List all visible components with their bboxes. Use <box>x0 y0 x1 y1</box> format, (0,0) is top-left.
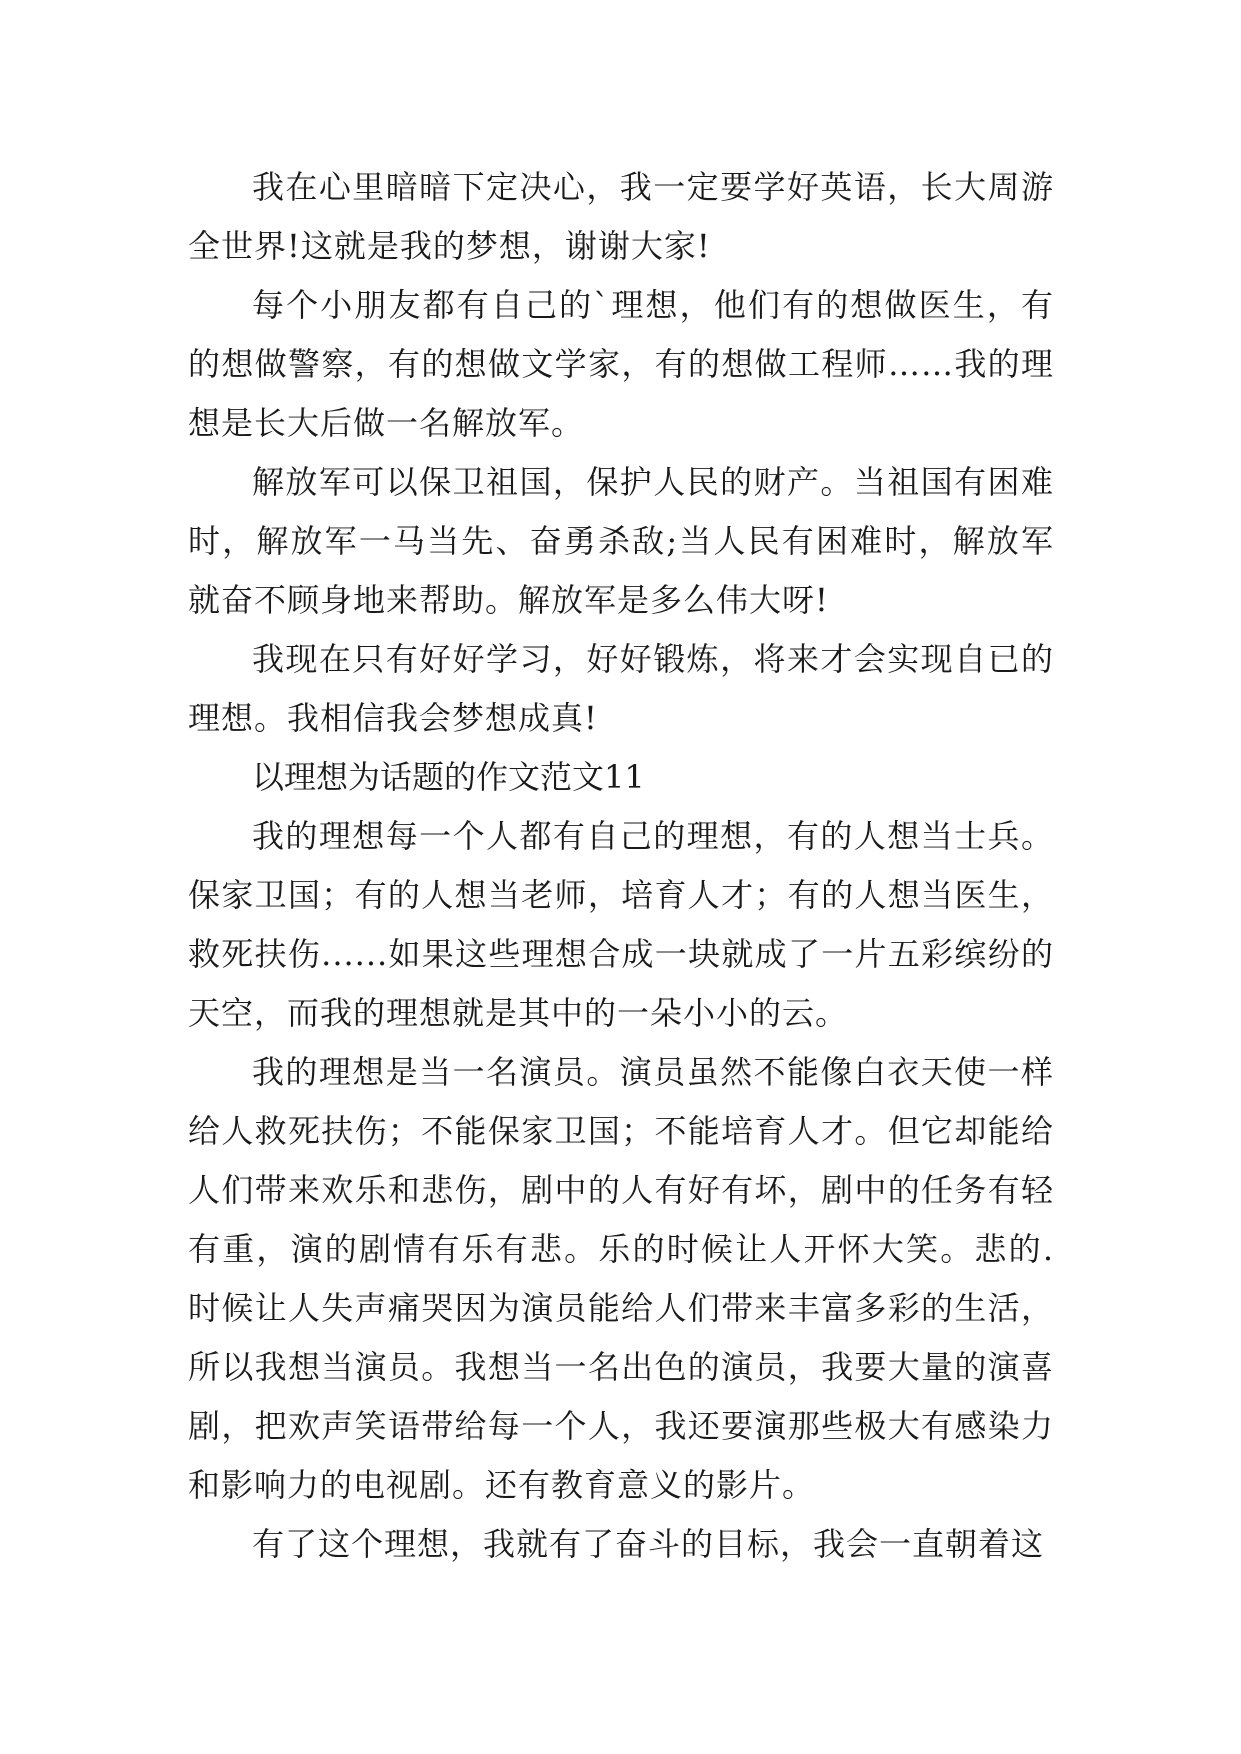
section-heading: 以理想为话题的作文范文11 <box>252 758 645 796</box>
paragraph-actor-ideal: 我的理想是当一名演员。演员虽然不能像白衣天使一样给人救死扶伤；不能保家卫国；不能培育人才。但它却能给人们带来欢乐和悲伤，剧中的人有好有坏，剧中的任务有轻有重，演的剧情有乐有悲。乐的时候让人开怀大笑。悲的.时候让人失声痛哭因为演员能给人们带来丰富多彩的生活，所以我想当演员。我想当一名出色的演员，我要大量的演喜剧，把欢声笑语带给每一个人，我还要演那些极大有感染力和影响力的电视剧。还有教育意义的影片。 <box>188 1053 1054 1504</box>
paragraph-study-hard: 我现在只有好好学习，好好锻炼，将来才会实现自已的理想。我相信我会梦想成真! <box>188 640 1054 737</box>
paragraph-everyone-ideal: 我的理想每一个人都有自己的理想，有的人想当士兵。保家卫国；有的人想当老师，培育人才；有的人想当医生，救死扶伤......如果这些理想合成一块就成了一片五彩缤纷的天空，而我的理想就是其中的一朵小小的云。 <box>188 817 1054 1032</box>
paragraph-resolve-english: 我在心里暗暗下定决心，我一定要学好英语，长大周游全世界!这就是我的梦想，谢谢大家! <box>188 168 1054 265</box>
paragraph-children-ideals: 每个小朋友都有自己的`理想，他们有的想做医生，有的想做警察，有的想做文学家，有的想做工程师……我的理想是长大后做一名解放军。 <box>188 286 1054 442</box>
paragraph-goal: 有了这个理想，我就有了奋斗的目标，我会一直朝着这 <box>252 1525 1045 1563</box>
document-body <box>188 158 1054 1574</box>
paragraph-pla-protects: 解放军可以保卫祖国，保护人民的财产。当祖国有困难时，解放军一马当先、奋勇杀敌;当人民有困难时，解放军就奋不顾身地来帮助。解放军是多么伟大呀! <box>188 463 1054 619</box>
